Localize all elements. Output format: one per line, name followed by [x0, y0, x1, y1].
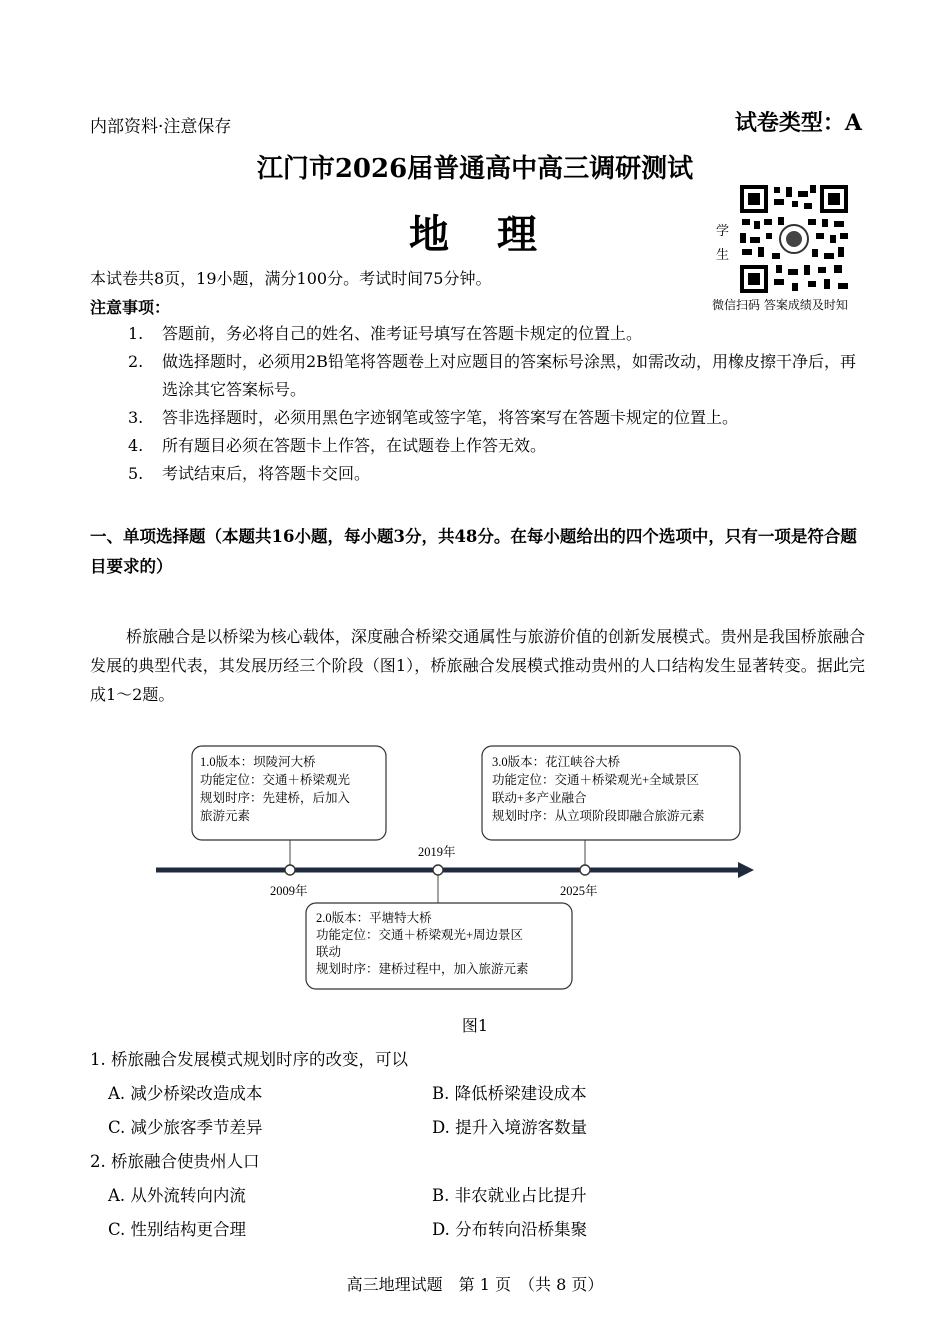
- option-c: C. 减少旅客季节差异: [108, 1118, 263, 1137]
- timeline-node: [580, 865, 590, 875]
- notice-item-text: 所有题目必须在答题卡上作答，在试题卷上作答无效。: [162, 436, 547, 455]
- option-b: B. 非农就业占比提升: [432, 1186, 587, 1205]
- timeline-node: [433, 865, 443, 875]
- box2-line: 功能定位：交通＋桥梁观光+周边景区: [316, 928, 524, 942]
- question-stem: 2. 桥旅融合使贵州人口: [90, 1152, 260, 1171]
- option-d: D. 提升入境游客数量: [432, 1118, 588, 1137]
- notice-list: [128, 320, 868, 488]
- notice-item-num: 5.: [128, 464, 144, 483]
- box2-line: 规划时序：建桥过程中，加入旅游元素: [316, 962, 529, 976]
- notice-item-text: 做选择题时，必须用2B铅笔将答题卷上对应题目的答案标号涂黑，如需改动，用橡皮擦干净后，再选涂其它答案标号。: [162, 352, 856, 399]
- box3-line: 联动+多产业融合: [492, 791, 587, 805]
- notice-item: [128, 348, 868, 404]
- option-d: D. 分布转向沿桥集聚: [432, 1220, 588, 1239]
- notice-item-text: 答非选择题时，必须用黑色字迹钢笔或签字笔，将答案写在答题卡规定的位置上。: [162, 408, 739, 427]
- header-left-label: 内部资料·注意保存: [90, 117, 232, 137]
- option-c: C. 性别结构更合理: [108, 1220, 247, 1239]
- notice-item-text: 考试结束后，将答题卡交回。: [162, 464, 371, 483]
- qr-side-label: 学生: [716, 224, 730, 263]
- box1-line: 旅游元素: [200, 809, 251, 823]
- qr-code-icon: [738, 183, 850, 295]
- notice-item: [128, 404, 868, 432]
- year-label: 2009年: [270, 884, 308, 898]
- notice-item-num: 3.: [128, 408, 144, 427]
- question-stem: 1. 桥旅融合发展模式规划时序的改变，可以: [90, 1050, 408, 1069]
- arrow-head-icon: [738, 862, 754, 878]
- notice-item: [128, 460, 868, 488]
- notice-item-num: 1.: [128, 324, 144, 343]
- box2-line: 2.0版本：平塘特大桥: [316, 911, 432, 925]
- timeline-figure: [150, 740, 770, 999]
- page-footer: 高三地理试题 第 1 页 （共 8 页）: [346, 1275, 604, 1294]
- exam-intro: 本试卷共8页，19小题，满分100分。考试时间75分钟。: [90, 269, 492, 288]
- option-a: A. 从外流转向内流: [108, 1186, 246, 1205]
- box3-line: 功能定位：交通＋桥梁观光+全域景区: [492, 773, 700, 787]
- box3-line: 规划时序：从立项阶段即融合旅游元素: [492, 809, 705, 823]
- timeline-node: [285, 865, 295, 875]
- year-label: 2019年: [418, 845, 456, 859]
- reading-passage: 桥旅融合是以桥梁为核心载体，深度融合桥梁交通属性与旅游价值的创新发展模式。贵州是我国桥旅融合发展的典型代表，其发展历经三个阶段（图1），桥旅融合发展模式推动贵州的人口结构发生显著转变。据此完成1～2题。: [90, 627, 865, 704]
- notice-item: [128, 432, 868, 460]
- year-label: 2025年: [560, 884, 598, 898]
- notice-item-text: 答题前，务必将自己的姓名、准考证号填写在答题卡规定的位置上。: [162, 324, 643, 343]
- box1-line: 规划时序：先建桥，后加入: [200, 791, 351, 805]
- option-a: A. 减少桥梁改造成本: [108, 1084, 263, 1103]
- option-b: B. 降低桥梁建设成本: [432, 1084, 587, 1103]
- notice-item-num: 4.: [128, 436, 144, 455]
- qr-caption: 微信扫码 答案成绩及时知: [712, 298, 848, 312]
- subject-title: 地 理: [409, 211, 541, 258]
- paper-type-label: 试卷类型：A: [734, 110, 862, 136]
- notice-item-num: 2.: [128, 352, 144, 371]
- figure-caption: 图1: [461, 1016, 489, 1035]
- notice-item: [128, 320, 868, 348]
- box1-line: 1.0版本：坝陵河大桥: [200, 755, 316, 769]
- box1-line: 功能定位：交通＋桥梁观光: [200, 773, 351, 787]
- box3-line: 3.0版本：花江峡谷大桥: [492, 755, 621, 769]
- notice-heading: 注意事项：: [90, 298, 171, 317]
- box2-line: 联动: [316, 945, 342, 959]
- exam-title: 江门市2026届普通高中高三调研测试: [256, 154, 694, 184]
- section-heading: 一、单项选择题（本题共16小题，每小题3分，共48分。在每小题给出的四个选项中，只有一项是符合题目要求的）: [90, 527, 857, 576]
